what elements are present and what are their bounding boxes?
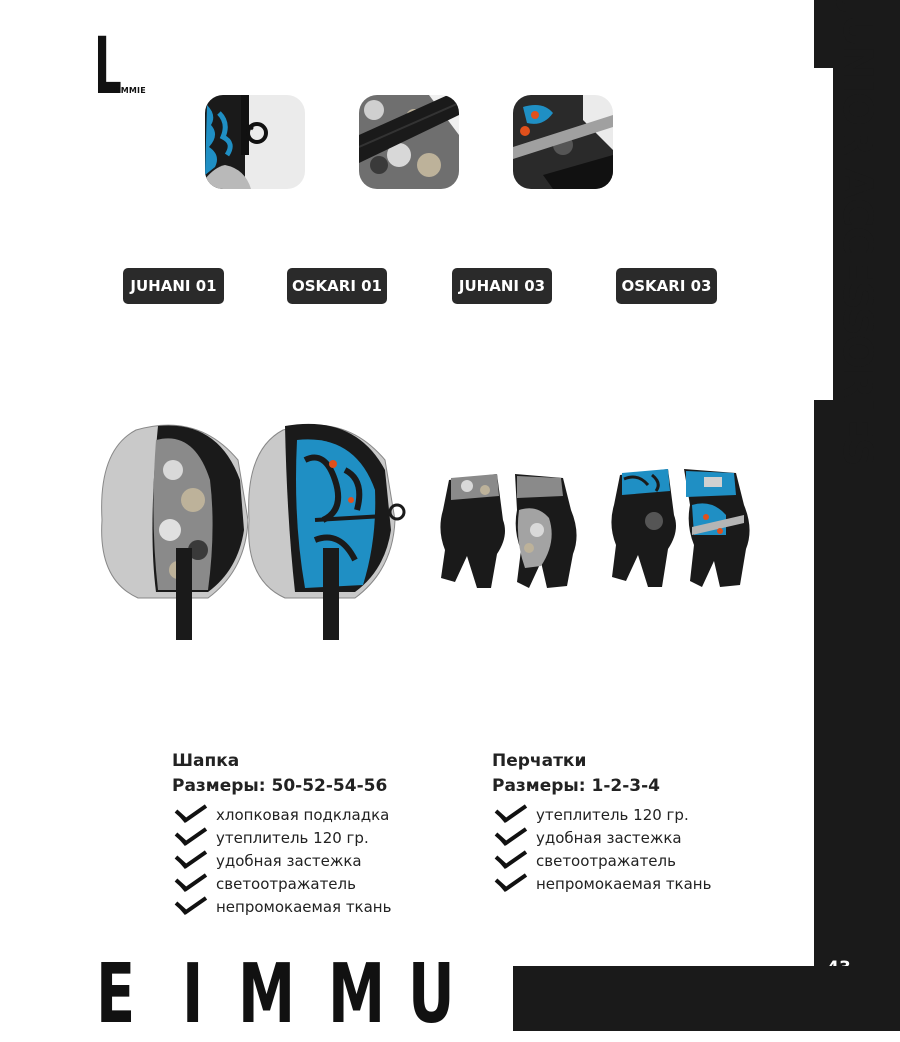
hat-feature-text: светоотражатель [216, 874, 356, 893]
bottom-letter: E [96, 947, 136, 1042]
hat-feature [172, 803, 391, 826]
label-oskari-01: OSKARI 01 [287, 268, 387, 304]
glove-feature [492, 803, 711, 826]
brand-logo [94, 22, 154, 112]
juhani-swatch-image [205, 95, 305, 189]
vertical-section-title: JUNIOR ACCESSORIES [834, 0, 880, 466]
check-icon [492, 872, 530, 895]
bottom-dark-bar [513, 966, 900, 1031]
check-icon [172, 803, 210, 826]
oskari-swatch-image [359, 95, 459, 189]
bottom-brand-letters [96, 947, 516, 1042]
vertical-title-background [793, 68, 833, 400]
glove-feature-text: удобная застежка [536, 828, 682, 847]
glove-spec [492, 749, 711, 895]
hat-juhani-01-image [98, 420, 248, 642]
hat-feature-text: хлопковая подкладка [216, 805, 390, 824]
check-icon [172, 826, 210, 849]
glove-feature-text: утеплитель 120 гр. [536, 805, 689, 824]
glove-juhani-03-image [437, 470, 582, 592]
hat-spec-sizes: Размеры: 50-52-54-56 [172, 776, 388, 796]
hat-juhani-01 [98, 420, 248, 642]
hat-oskari-01-image [245, 420, 410, 642]
hat-feature-text: непромокаемая ткань [216, 897, 392, 916]
hat-feature [172, 872, 391, 895]
bottom-letter: M [238, 947, 296, 1042]
glove-feature [492, 849, 711, 872]
hat-spec [172, 749, 391, 918]
glove-swatch [513, 95, 613, 189]
check-icon [492, 826, 530, 849]
glove-spec-title: Перчатки [492, 751, 587, 771]
glove-feature [492, 826, 711, 849]
hat-feature [172, 849, 391, 872]
check-icon [492, 849, 530, 872]
check-icon [172, 895, 210, 918]
glove-feature-text: непромокаемая ткань [536, 874, 712, 893]
glove-swatch-image [513, 95, 613, 189]
glove-spec-sizes: Размеры: 1-2-3-4 [492, 776, 660, 796]
check-icon [492, 803, 530, 826]
glove-oskari-03-image [608, 465, 753, 592]
hat-feature [172, 826, 391, 849]
juhani-swatch [205, 95, 305, 189]
glove-oskari-03 [608, 465, 753, 592]
oskari-swatch [359, 95, 459, 189]
glove-feature [492, 872, 711, 895]
label-juhani-03: JUHANI 03 [452, 268, 552, 304]
logo-letter: L [94, 22, 122, 112]
logo-text: UMMIE [114, 86, 146, 95]
hat-spec-title: Шапка [172, 751, 240, 771]
bottom-letter: U [408, 947, 455, 1042]
bottom-letter: I [182, 947, 204, 1042]
bottom-letter: M [328, 947, 386, 1042]
glove-feature-text: светоотражатель [536, 851, 676, 870]
hat-feature-text: удобная застежка [216, 851, 362, 870]
glove-juhani-03 [437, 470, 582, 592]
check-icon [172, 849, 210, 872]
label-juhani-01: JUHANI 01 [123, 268, 224, 304]
label-oskari-03: OSKARI 03 [616, 268, 717, 304]
hat-oskari-01 [245, 420, 410, 642]
hat-feature-text: утеплитель 120 гр. [216, 828, 369, 847]
hat-feature [172, 895, 391, 918]
check-icon [172, 872, 210, 895]
